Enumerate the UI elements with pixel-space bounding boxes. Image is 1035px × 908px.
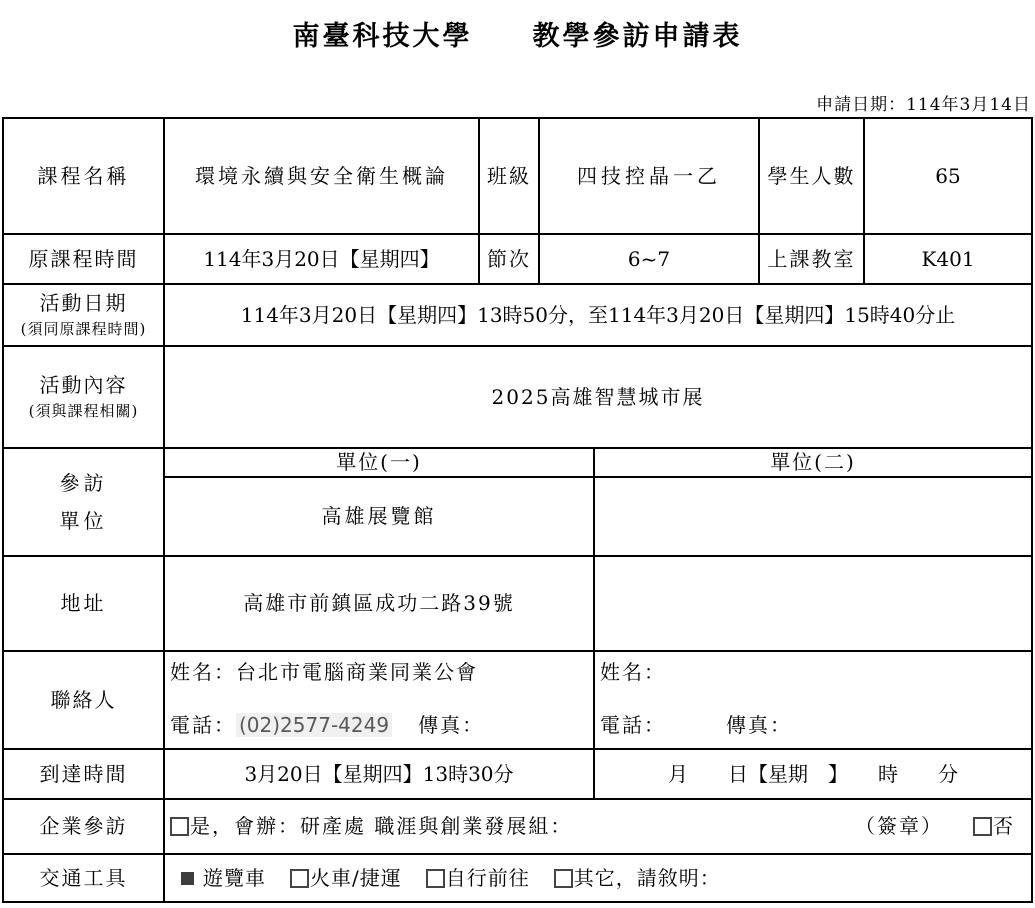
- row-address: [4, 557, 1031, 652]
- activity-date-label: [4, 285, 165, 345]
- visit-units-label-line1: 參訪: [59, 471, 108, 495]
- activity-content-label-note: (須與課程相關): [28, 402, 139, 421]
- apply-date: 申請日期：114年3月14日: [816, 95, 1031, 115]
- enterprise-yes-checkbox: [170, 817, 189, 836]
- visit-units-content: [165, 449, 1031, 555]
- original-time-value: 114年3月20日【星期四】: [165, 235, 480, 283]
- visit-units-label: [4, 449, 165, 555]
- fax1-label: 傳真：: [418, 713, 485, 737]
- students-label: 學生人數: [760, 119, 865, 233]
- arrival-value-1: 3月20日【星期四】13時30分: [165, 750, 595, 798]
- period-label: 節次: [480, 235, 540, 283]
- visit-units-header-row: [165, 449, 1031, 478]
- original-time-label: 原課程時間: [4, 235, 165, 283]
- train-option-text: 火車/捷運: [310, 865, 402, 890]
- enterprise-label: 企業參訪: [4, 800, 165, 853]
- bus-checkbox: [181, 872, 194, 885]
- students-value: 65: [935, 163, 961, 188]
- enterprise-no-checkbox: [973, 817, 992, 836]
- application-form-table: [2, 117, 1033, 903]
- unit1-header: 單位(一): [165, 449, 595, 476]
- enterprise-value-cell: [165, 800, 1031, 853]
- contact-unit1-phone-line: [170, 712, 484, 739]
- row-enterprise: [4, 800, 1031, 855]
- row-activity-date: [4, 285, 1031, 347]
- row-arrival: [4, 750, 1031, 800]
- transport-option-bus: [181, 865, 266, 892]
- contact-unit2-cell: [595, 652, 1031, 748]
- period-value: 6~7: [540, 235, 760, 283]
- phone1-label: 電話：: [170, 713, 236, 737]
- activity-date-label-main: 活動日期: [39, 291, 128, 316]
- course-name-label: 課程名稱: [4, 119, 165, 233]
- visit-units-label-line2: 單位: [59, 509, 108, 533]
- transport-value-cell: [165, 855, 1031, 901]
- address-value-1: 高雄市前鎮區成功二路39號: [165, 557, 595, 650]
- contact-unit1-name: 姓名：台北市電腦商業同業公會: [170, 660, 478, 684]
- other-checkbox: [554, 869, 573, 888]
- transport-option-self: [426, 865, 530, 892]
- row-transport: [4, 855, 1031, 901]
- activity-date-value: 114年3月20日【星期四】13時50分，至114年3月20日【星期四】15時40分止: [240, 302, 956, 327]
- class-value: 四技控晶一乙: [540, 119, 760, 233]
- phone1-value: (02)2577-4249: [236, 713, 392, 737]
- enterprise-no-group: [973, 813, 1013, 840]
- course-name-value: 環境永續與安全衛生概論: [165, 119, 480, 233]
- row-contact: [4, 652, 1031, 750]
- visit-units-value-row: [165, 478, 1031, 555]
- row-course: [4, 119, 1031, 235]
- transport-option-train: [290, 865, 402, 892]
- activity-content-value: 2025高雄智慧城市展: [491, 384, 705, 409]
- bus-option-text: 遊覽車: [203, 865, 266, 890]
- row-activity-content: [4, 347, 1031, 449]
- room-value: K401: [921, 246, 975, 271]
- activity-date-label-note: (須同原課程時間): [20, 320, 147, 339]
- arrival-value-2: 月 日【星期 】 時 分: [668, 761, 958, 786]
- address-label: 地址: [4, 557, 165, 650]
- contact-label: 聯絡人: [4, 652, 165, 748]
- page-title: 南臺科技大學 教學參訪申請表: [292, 21, 743, 52]
- phone2-label: 電話：: [600, 713, 666, 737]
- contact-unit1-cell: [165, 652, 595, 748]
- class-label: 班級: [480, 119, 540, 233]
- unit2-header: 單位(二): [770, 450, 856, 474]
- row-visit-units: [4, 449, 1031, 557]
- enterprise-seal-text: （簽章）: [855, 814, 943, 838]
- fax2-label: 傳真：: [726, 713, 792, 737]
- activity-content-label-main: 活動內容: [39, 373, 128, 398]
- other-option-text: 其它，請敘明：: [573, 865, 721, 890]
- contact-unit2-name: 姓名：: [600, 660, 666, 684]
- enterprise-no-text: 否: [993, 814, 1013, 838]
- room-label: 上課教室: [760, 235, 865, 283]
- enterprise-yes-text: 是，會辦：研產處 職涯與創業發展組：: [190, 814, 573, 838]
- arrival-label: 到達時間: [4, 750, 165, 798]
- unit2-value: [595, 478, 1031, 555]
- row-original-time: [4, 235, 1031, 285]
- self-checkbox: [426, 869, 445, 888]
- address-value-2: [595, 557, 1031, 650]
- activity-content-label: [4, 347, 165, 447]
- transport-option-other: [554, 865, 721, 892]
- transport-label: 交通工具: [4, 855, 165, 901]
- train-checkbox: [290, 869, 309, 888]
- self-option-text: 自行前往: [445, 865, 530, 890]
- unit1-value: 高雄展覽館: [165, 478, 595, 555]
- contact-unit2-phone-line: [600, 712, 792, 739]
